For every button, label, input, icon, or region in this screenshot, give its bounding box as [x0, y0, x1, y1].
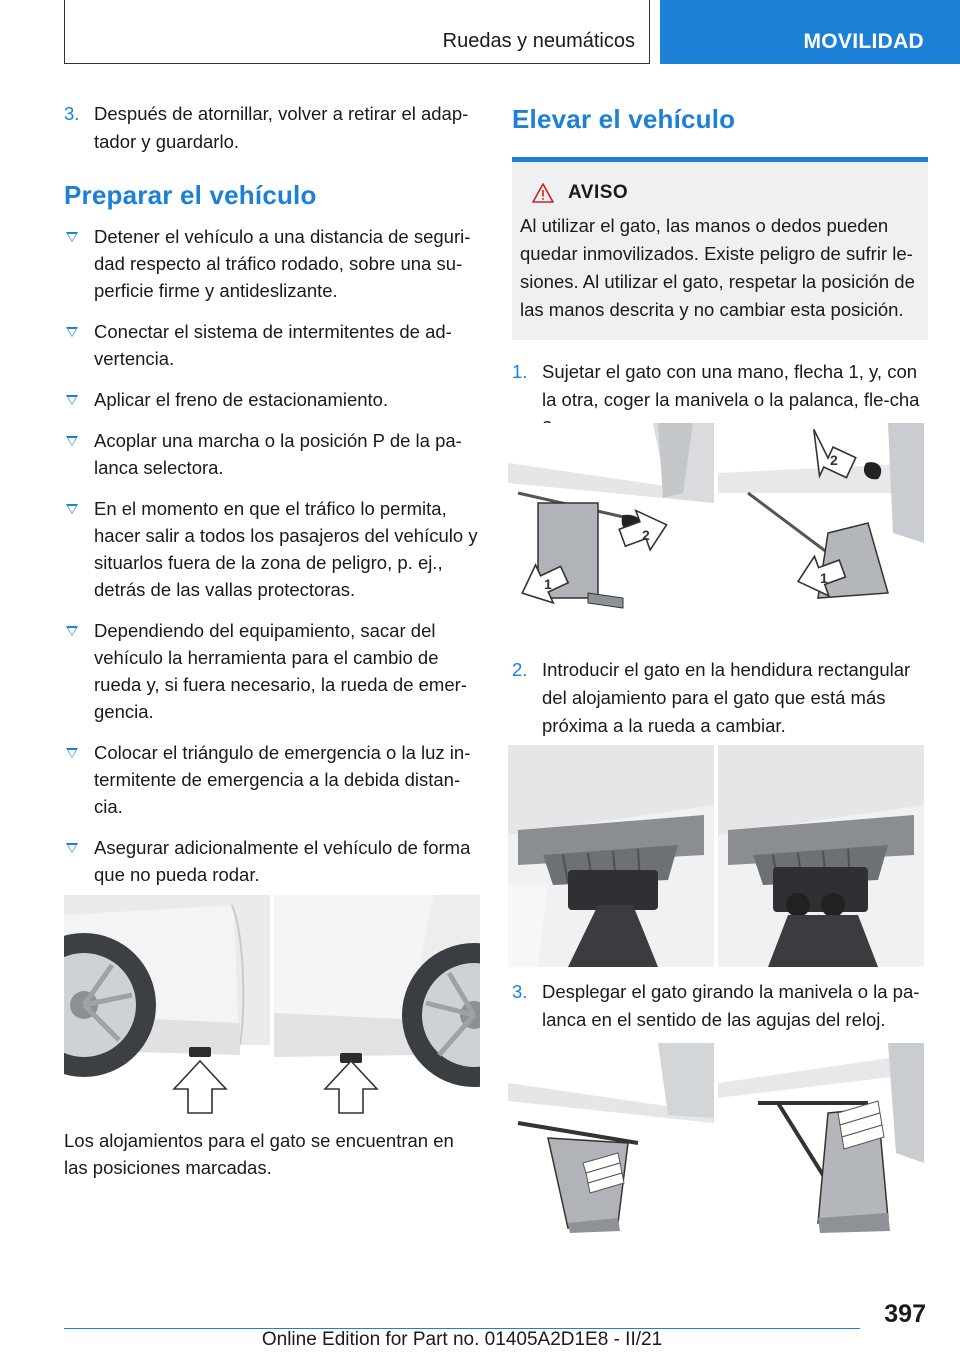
step1-figure — [508, 423, 924, 623]
list-item — [64, 386, 482, 413]
step-text: Sujetar el gato con una mano, flecha 1, y, con la otra, coger la manivela o la palanca, fle-cha — [542, 361, 920, 410]
list-item-text: Colocar el triángulo de emergencia o la luz in-termitente de emergencia a la debida distan-cia. — [94, 742, 471, 817]
jack-points-caption: Los alojamientos para el gato se encuentran en las posiciones marcadas. — [64, 1130, 454, 1178]
step-3 — [512, 978, 928, 1034]
jack-slot-image-2 — [718, 745, 924, 967]
step-text: Introducir el gato en la hendidura rectangular del alojamiento para el gato que está más próxima a la rueda a cambiar. — [542, 659, 911, 736]
list-item — [64, 739, 482, 820]
header-chapter-tab[interactable] — [660, 0, 960, 64]
right-column — [512, 100, 928, 442]
step-number: 1. — [512, 361, 528, 382]
crank-jack-image-2 — [718, 1043, 924, 1233]
triangle-bullet-icon — [66, 626, 78, 636]
triangle-bullet-icon — [66, 843, 78, 853]
left-column — [64, 100, 482, 982]
crank-jack-image-1 — [508, 1043, 714, 1233]
header-chapter-title: MOVILIDAD — [803, 30, 924, 53]
triangle-bullet-icon — [66, 436, 78, 446]
heading-prepare-vehicle: Preparar el vehículo — [64, 180, 317, 210]
list-item-text: Acoplar una marcha o la posición P de la pa-lanca selectora. — [94, 430, 462, 478]
step3-figure — [508, 1043, 924, 1233]
hold-jack-image — [508, 423, 714, 623]
triangle-bullet-icon — [66, 232, 78, 242]
triangle-bullet-icon — [66, 395, 78, 405]
step-text: Después de atornillar, volver a retirar el adap-tador y guardarlo. — [94, 103, 469, 152]
triangle-bullet-icon — [66, 327, 78, 337]
hold-crank-image — [718, 423, 924, 623]
list-item — [64, 427, 482, 481]
page-number: 397 — [884, 1300, 926, 1328]
warning-triangle-icon — [532, 183, 554, 203]
warning-title: AVISO — [568, 182, 629, 203]
jack-point-rear-image — [274, 895, 480, 1117]
list-item — [64, 617, 482, 725]
list-item-text: En el momento en que el tráfico lo permita, hacer salir a todos los pasajeros del vehículo y situarlos fuera de la zona de peligro, p. ej., detrás de las vallas protectoras. — [94, 498, 478, 600]
arrow-label-1: 1 — [544, 576, 552, 592]
arrow-label-1: 1 — [820, 570, 828, 586]
list-item — [64, 223, 482, 304]
list-item-text: Aplicar el freno de estacionamiento. — [94, 389, 389, 410]
list-item-text: Detener el vehículo a una distancia de seguri-dad respecto al tráfico rodado, sobre una su-perficie firme y antideslizante. — [94, 226, 471, 301]
triangle-bullet-icon — [66, 504, 78, 514]
arrow-label-2: 2 — [830, 452, 838, 468]
heading-lift-vehicle: Elevar el vehículo — [512, 104, 736, 134]
step2-figure — [508, 745, 924, 967]
list-item — [64, 495, 482, 603]
jack-points-figure — [64, 895, 480, 1117]
warning-header — [520, 182, 920, 204]
step-number: 3. — [512, 981, 528, 1002]
list-item-text: Conectar el sistema de intermitentes de ad-vertencia. — [94, 321, 452, 369]
step-text: Desplegar el gato girando la manivela o la pa-lanca en el sentido de las agujas del reloj. — [542, 981, 920, 1030]
step-number: 3. — [64, 103, 80, 124]
jack-point-front-image — [64, 895, 270, 1117]
header-section-box — [64, 0, 650, 64]
list-item — [64, 318, 482, 372]
arrow-label-2: 2 — [642, 527, 650, 543]
prepare-list — [64, 223, 482, 929]
step-2 — [512, 656, 928, 740]
warning-box — [512, 157, 928, 340]
jack-slot-image-1 — [508, 745, 714, 967]
triangle-bullet-icon — [66, 748, 78, 758]
list-item — [64, 834, 482, 888]
list-item-text: Dependiendo del equipamiento, sacar del vehículo la herramienta para el cambio de rueda y, si fuera necesario, la rueda de emer-gencia. — [94, 620, 467, 722]
step-3-continued — [64, 100, 482, 156]
footer-edition: Online Edition for Part no. 01405A2D1E8 - II/21 — [261, 1329, 663, 1350]
warning-text: Al utilizar el gato, las manos o dedos pueden quedar inmovilizados. Existe peligro de sufrir le-siones. Al utilizar el gato, respetar la posición de las manos descrita y no cambiar esta posición. — [520, 215, 915, 320]
list-item-text: Asegurar adicionalmente el vehículo de forma que no pueda rodar. — [94, 837, 471, 885]
step-number: 2. — [512, 659, 528, 680]
header-section-title: Ruedas y neumáticos — [442, 30, 635, 52]
